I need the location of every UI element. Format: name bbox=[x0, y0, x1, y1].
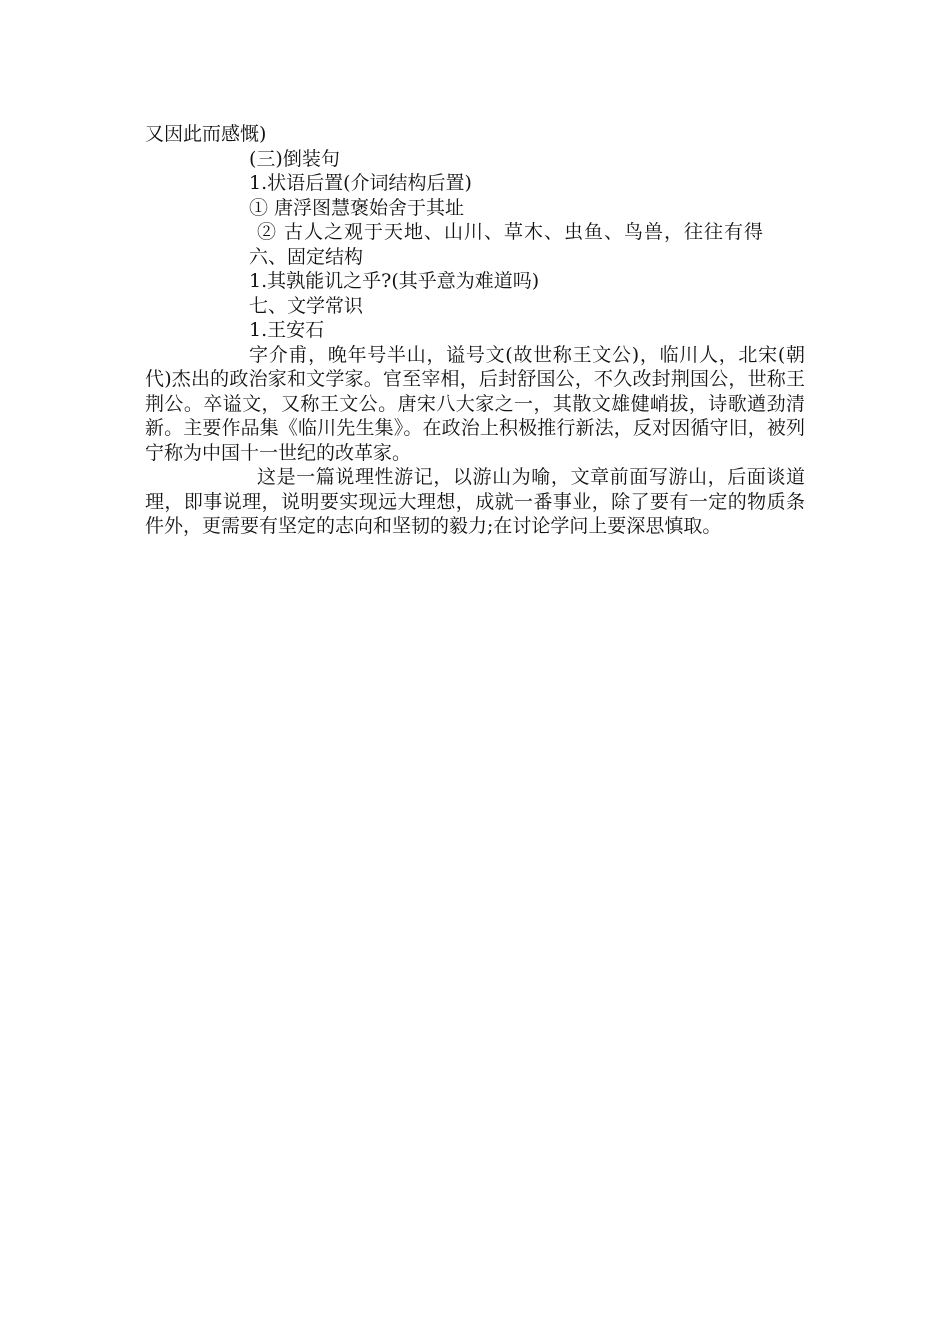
document-body bbox=[145, 122, 805, 539]
subheading: 1.其孰能讥之乎?(其乎意为难道吗) bbox=[249, 270, 540, 292]
section-heading: (三)倒装句 bbox=[249, 147, 340, 170]
subheading: 1.王安石 bbox=[249, 319, 325, 341]
section-heading: 七、文学常识 bbox=[249, 294, 364, 317]
text-line: 又因此而感慨) bbox=[145, 123, 267, 145]
body-paragraph: 字介甫，晚年号半山，谥号文(故世称王文公)，临川人，北宋(朝代)杰出的政治家和文学家。官至宰相，后封舒国公，不久改封荆国公，世称王荆公。卒谥文，又称王文公。唐宋八大家之一，其散文雄健峭拔，诗歌遒劲清新。主要作品集《临川先生集》。在政治上积极推行新法，反对因循守旧，被列宁称为中国十一世纪的改革家。 bbox=[145, 343, 805, 464]
subheading: 1.状语后置(介词结构后置) bbox=[249, 172, 472, 194]
example-line: ① 唐浮图慧褒始舍于其址 bbox=[249, 196, 465, 219]
body-paragraph: 这是一篇说理性游记，以游山为喻，文章前面写游山，后面谈道理，即事说理，说明要实现远大理想，成就一番事业，除了要有一定的物质条件外，更需要有坚定的志向和坚韧的毅力;在讨论学问上要深思慎取。 bbox=[145, 466, 805, 537]
section-heading: 六、固定结构 bbox=[249, 245, 364, 268]
example-line: ② 古人之观于天地、山川、草木、虫鱼、鸟兽，往往有得 bbox=[257, 221, 765, 243]
